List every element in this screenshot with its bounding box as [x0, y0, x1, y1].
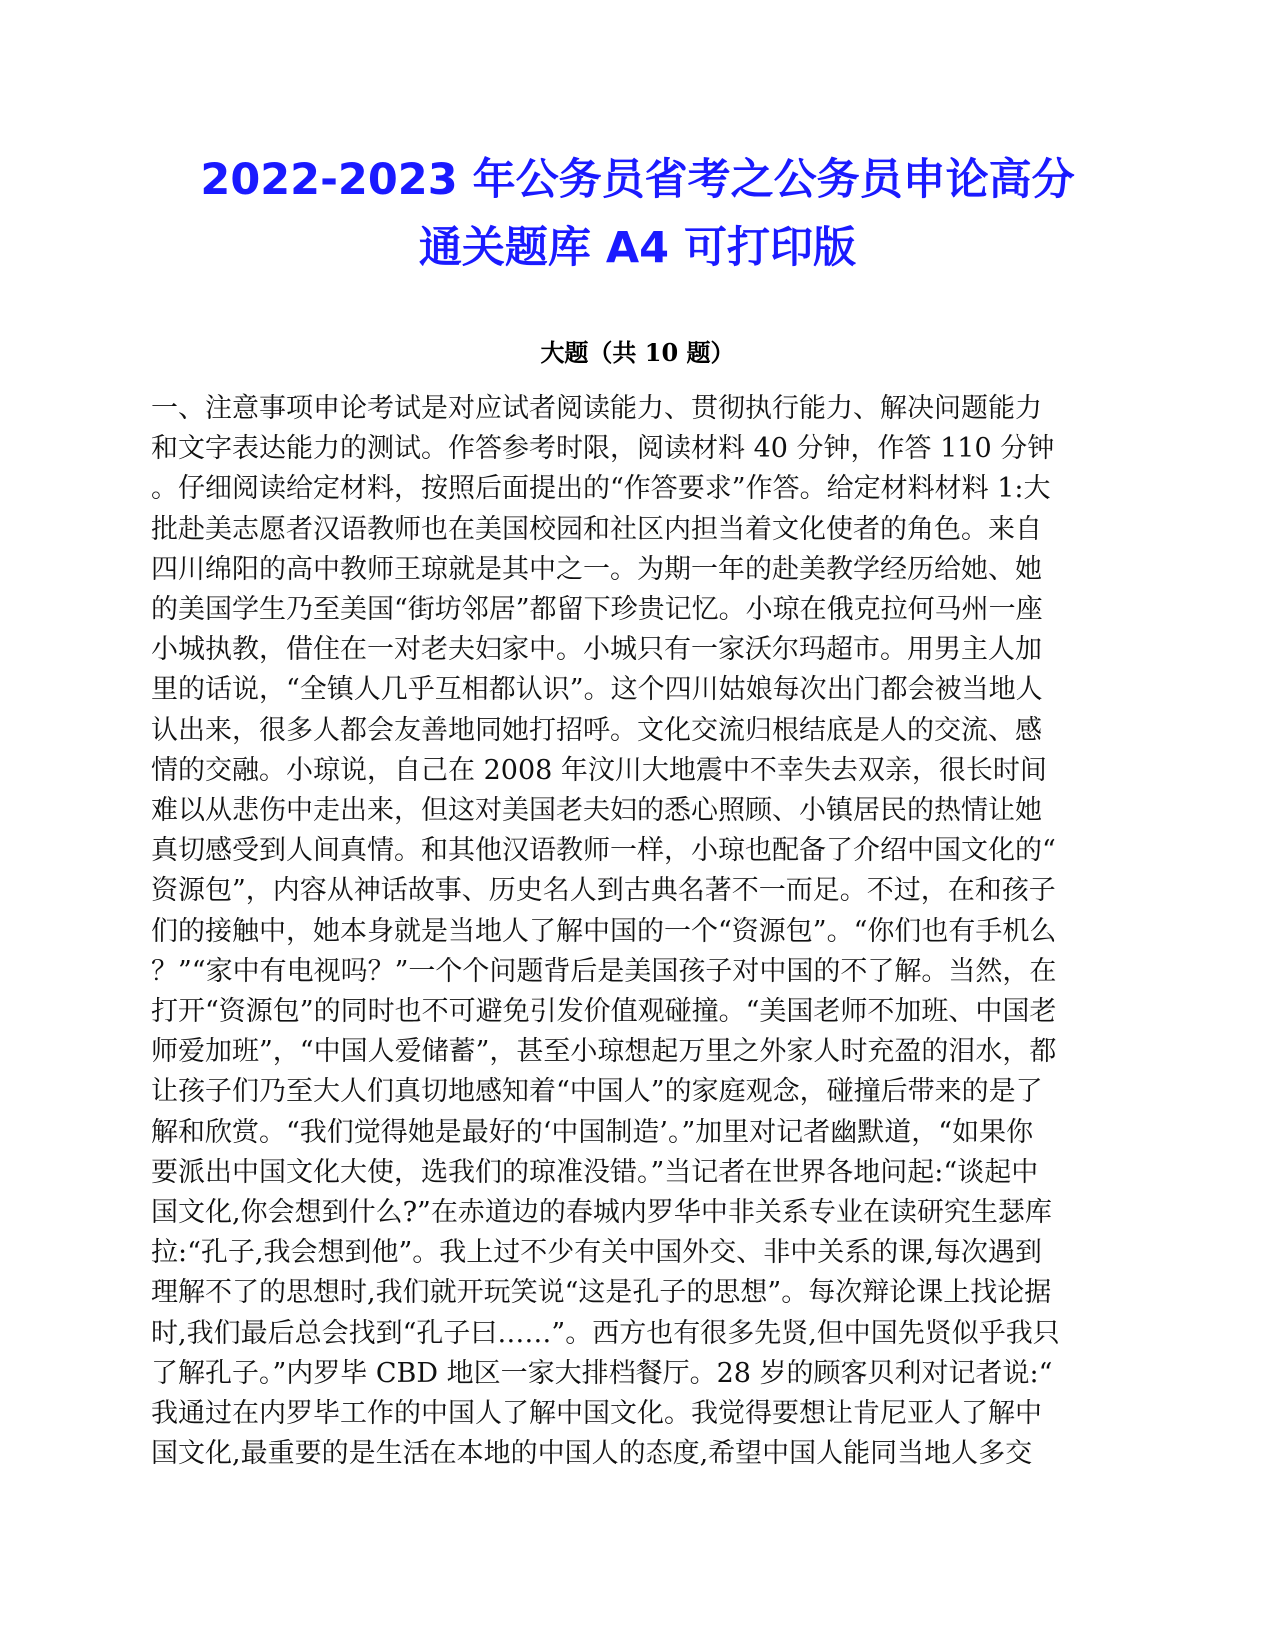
body-line: 资源包”，内容从神话故事、历史名人到古典名著不一而足。不过，在和孩子	[151, 875, 1056, 907]
body-line: 解和欣赏。“我们觉得她是最好的‘中国制造’。”加里对记者幽默道，“如果你	[151, 1116, 1034, 1148]
body-line: 一、注意事项申论考试是对应试者阅读能力、贯彻执行能力、解决问题能力	[151, 393, 1042, 424]
body-line: 。仔细阅读给定材料，按照后面提出的“作答要求”作答。给定材料材料 1:大	[151, 473, 1051, 505]
body-line: 四川绵阳的高中教师王琼就是其中之一。为期一年的赴美教学经历给她、她	[151, 553, 1042, 585]
body-line: 国文化,最重要的是生活在本地的中国人的态度,希望中国人能同当地人多交	[151, 1438, 1033, 1470]
body-line: 要派出中国文化大使，选我们的琼准没错。”当记者在世界各地问起:“谈起中	[151, 1156, 1039, 1188]
body-line: 们的接触中，她本身就是当地人了解中国的一个“资源包”。“你们也有手机么	[151, 915, 1057, 947]
body-line: 认出来，很多人都会友善地同她打招呼。文化交流归根结底是人的交流、感	[151, 714, 1042, 746]
body-line: 我通过在内罗毕工作的中国人了解中国文化。我觉得要想让肯尼亚人了解中	[151, 1398, 1042, 1430]
body-paragraph	[151, 389, 1141, 1474]
body-line: 理解不了的思想时,我们就开玩笑说“这是孔子的思想”。每次辩论课上找论据	[151, 1277, 1052, 1309]
document-title	[100, 146, 1175, 282]
body-line: 难以从悲伤中走出来，但这对美国老夫妇的悉心照顾、小镇居民的热情让她	[151, 795, 1042, 827]
body-line: 小城执教，借住在一对老夫妇家中。小城只有一家沃尔玛超市。用男主人加	[151, 634, 1042, 666]
body-line: 打开“资源包”的同时也不可避免引发价值观碰撞。“美国老师不加班、中国老	[151, 996, 1057, 1028]
body-line: 情的交融。小琼说，自己在 2008 年汶川大地震中不幸失去双亲，很长时间	[151, 754, 1047, 786]
body-line: 师爱加班”，“中国人爱储蓄”，甚至小琼想起万里之外家人时充盈的泪水，都	[151, 1036, 1057, 1068]
body-line: 时,我们最后总会找到“孔子曰……”。西方也有很多先贤,但中国先贤似乎我只	[151, 1317, 1060, 1349]
body-line: 里的话说，“全镇人几乎互相都认识”。这个四川姑娘每次出门都会被当地人	[151, 674, 1043, 706]
body-line: 真切感受到人间真情。和其他汉语教师一样，小琼也配备了介绍中国文化的“	[151, 835, 1056, 867]
section-heading: 大题（共 10 题）	[540, 338, 735, 367]
body-line: 国文化,你会想到什么?”在赤道边的春城内罗华中非关系专业在读研究生瑟库	[151, 1197, 1052, 1229]
body-line: 批赴美志愿者汉语教师也在美国校园和社区内担当着文化使者的角色。来自	[151, 513, 1042, 545]
body-line: 让孩子们乃至大人们真切地感知着“中国人”的家庭观念，碰撞后带来的是了	[151, 1076, 1043, 1108]
title-line-1: 2022-2023 年公务员省考之公务员申论高分	[200, 155, 1075, 205]
body-line: ？”“家中有电视吗？”一个个问题背后是美国孩子对中国的不了解。当然，在	[151, 955, 1057, 987]
body-line: 了解孔子。”内罗毕 CBD 地区一家大排档餐厅。28 岁的顾客贝利对记者说:“	[151, 1357, 1053, 1389]
body-line: 拉:“孔子,我会想到他”。我上过不少有关中国外交、非中关系的课,每次遇到	[151, 1237, 1042, 1269]
body-line: 的美国学生乃至美国“街坊邻居”都留下珍贵记忆。小琼在俄克拉何马州一座	[151, 594, 1043, 626]
title-line-2: 通关题库 A4 可打印版	[418, 223, 857, 273]
body-line: 和文字表达能力的测试。作答参考时限，阅读材料 40 分钟，作答 110 分钟	[151, 433, 1055, 465]
